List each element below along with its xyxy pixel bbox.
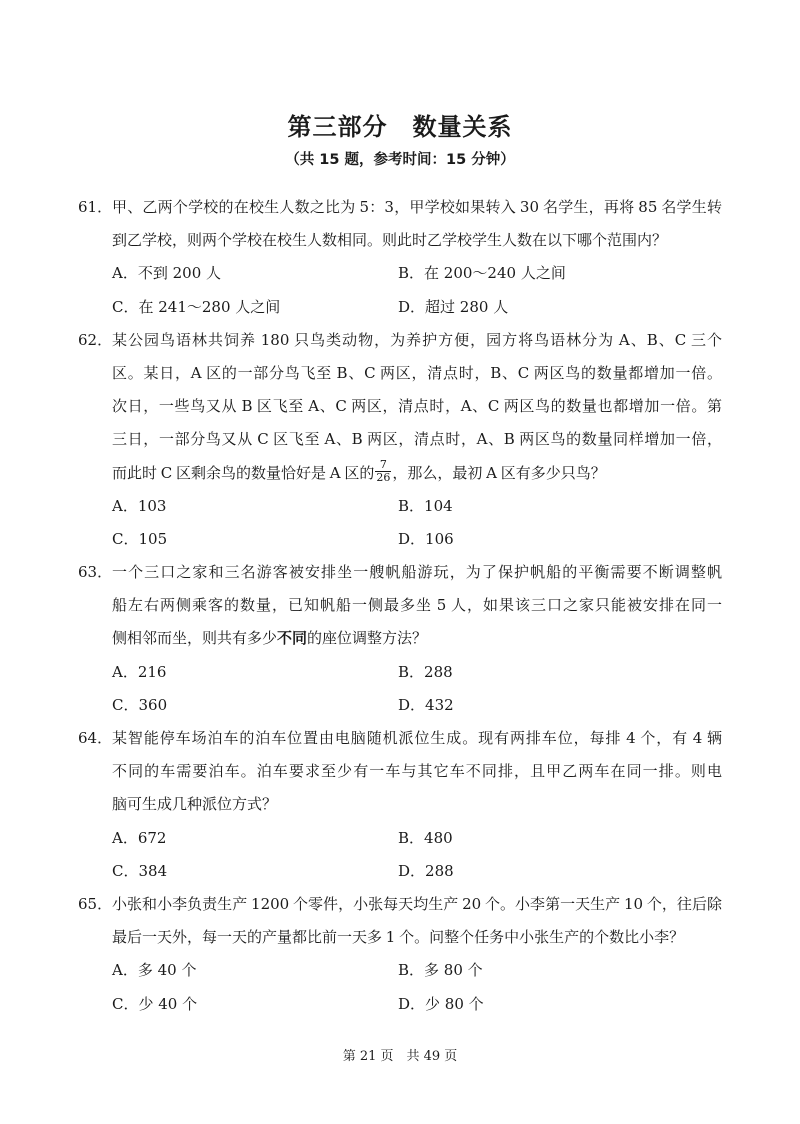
option-label: D． [398, 297, 426, 316]
text-after-emphasis: 的座位调整方法？ [307, 629, 428, 648]
question-number: 61． [78, 198, 113, 216]
option-label: D． [398, 994, 426, 1013]
question-number: 64． [78, 729, 113, 747]
option-text: 多 40 个 [137, 961, 197, 980]
option-d [398, 988, 484, 1021]
option-text: 480 [424, 828, 453, 847]
question-line [0, 788, 800, 821]
option-b [398, 822, 453, 855]
options-row [0, 988, 800, 1021]
option-text: 672 [137, 828, 167, 847]
question-text: 甲、乙两个学校的在校生人数之比为 5：3，甲学校如果转入 30 名学生，再将 85 名学生转 [112, 198, 722, 216]
option-label: A． [112, 961, 138, 980]
option-b [398, 490, 453, 523]
question-61 [0, 191, 800, 324]
question-text: 某公园鸟语林共饲养 180 只鸟类动物，为养护方便，园方将鸟语林分为 A、B、C 三个 [112, 330, 722, 349]
options-row [0, 855, 800, 888]
question-number: 63． [78, 563, 113, 582]
options-row [0, 490, 800, 523]
option-label: C． [112, 297, 139, 316]
question-line [0, 888, 800, 921]
option-label: A． [112, 662, 138, 681]
option-c [112, 988, 197, 1021]
options-row [0, 257, 800, 290]
option-label: D． [398, 861, 426, 880]
option-b [398, 257, 566, 290]
question-number: 62． [78, 330, 113, 349]
option-c [112, 291, 280, 324]
option-text: 384 [138, 861, 168, 880]
option-text: 少 80 个 [425, 994, 484, 1013]
option-a [112, 954, 196, 987]
question-line [0, 722, 800, 755]
question-text: 区。某日，A 区的一部分鸟飞至 B、C 两区，清点时，B、C 两区鸟的数量都增加一倍。 [112, 363, 722, 382]
option-label: B． [398, 662, 425, 681]
question-63 [0, 556, 800, 722]
option-text: 104 [424, 496, 453, 515]
text-before-emphasis: 侧相邻而坐，则共有多少 [112, 629, 278, 648]
question-line [0, 390, 800, 423]
question-line [0, 324, 800, 357]
option-d [398, 855, 454, 888]
option-label: A． [112, 496, 138, 515]
option-text: 106 [425, 529, 454, 548]
question-list [0, 191, 800, 1021]
question-line [0, 457, 800, 490]
option-d [398, 689, 454, 722]
text-after-fraction: ，那么，最初 A 区有多少只鸟？ [392, 463, 606, 482]
emphasis-text: 不同 [277, 629, 308, 648]
question-line [0, 224, 800, 257]
option-c [112, 689, 167, 722]
question-62 [0, 324, 800, 556]
question-65 [0, 888, 800, 1021]
option-a [112, 822, 166, 855]
question-line [0, 357, 800, 390]
option-label: A． [112, 828, 138, 847]
options-row [0, 656, 800, 689]
option-a [112, 490, 166, 523]
option-text: 在 241～280 人之间 [138, 297, 281, 316]
options-row [0, 523, 800, 556]
option-label: C． [112, 529, 139, 548]
question-text: 船左右两侧乘客的数量，已知帆船一侧最多坐 5 人，如果该三口之家只能被安排在同一 [112, 596, 722, 615]
option-label: B． [398, 828, 425, 847]
question-line [0, 921, 800, 954]
option-label: B． [398, 264, 425, 283]
option-b [398, 954, 483, 987]
option-text: 105 [138, 529, 168, 548]
option-label: A． [112, 264, 138, 283]
option-label: C． [112, 994, 139, 1013]
options-row [0, 291, 800, 324]
options-row [0, 689, 800, 722]
question-text: 不同的车需要泊车。泊车要求至少有一车与其它车不同排，且甲乙两车在同一排。则电 [112, 762, 722, 781]
option-label: C． [112, 695, 139, 714]
question-text: 一个三口之家和三名游客被安排坐一艘帆船游玩，为了保护帆船的平衡需要不断调整帆 [112, 563, 722, 582]
option-text: 360 [138, 695, 168, 714]
option-text: 216 [137, 662, 167, 681]
option-text: 多 80 个 [424, 961, 483, 980]
option-c [112, 523, 167, 556]
option-text: 不到 200 人 [137, 264, 222, 283]
option-label: D． [398, 529, 426, 548]
option-d [398, 523, 454, 556]
option-label: B． [398, 496, 425, 515]
option-text: 103 [137, 496, 167, 515]
option-label: C． [112, 861, 139, 880]
option-a [112, 656, 166, 689]
question-line [0, 755, 800, 788]
question-line [0, 589, 800, 622]
question-line [0, 423, 800, 456]
fraction-numerator: 7 [379, 458, 387, 471]
question-64 [0, 722, 800, 888]
question-text: 到乙学校，则两个学校在校生人数相同。则此时乙学校学生人数在以下哪个范围内？ [112, 231, 668, 250]
question-number: 65． [78, 894, 113, 913]
option-c [112, 855, 167, 888]
question-line [0, 622, 800, 655]
options-row [0, 954, 800, 987]
option-label: D． [398, 695, 426, 714]
option-b [398, 656, 453, 689]
page-footer: 第 21 页 共 49 页 [342, 1049, 458, 1064]
option-text: 432 [425, 695, 454, 714]
section-subtitle: （共 15 题，参考时间：15 分钟） [285, 152, 515, 168]
question-line [0, 556, 800, 589]
option-d [398, 291, 508, 324]
option-a [112, 257, 221, 290]
option-label: B． [398, 961, 425, 980]
options-row [0, 822, 800, 855]
question-text [112, 622, 722, 655]
option-text: 超过 280 人 [425, 297, 509, 316]
text-before-fraction: 而此时 C 区剩余鸟的数量恰好是 A 区的 [112, 463, 375, 482]
question-text: 某智能停车场泊车的泊车位置由电脑随机派位生成。现有两排车位，每排 4 个，有 4 辆 [112, 729, 722, 747]
question-text: 脑可生成几种派位方式？ [112, 795, 278, 814]
question-line [0, 191, 800, 224]
section-title: 第三部分 数量关系 [287, 113, 513, 141]
option-text: 288 [424, 662, 453, 681]
question-text: 小张和小李负责生产 1200 个零件，小张每天均生产 20 个。小李第一天生产 10 个，往后除 [112, 894, 722, 913]
option-text: 在 200～240 人之间 [424, 264, 566, 283]
question-text: 次日，一些鸟又从 B 区飞至 A、C 两区，清点时，A、C 两区鸟的数量也都增加一倍。第 [112, 397, 722, 416]
question-text: 三日，一部分鸟又从 C 区飞至 A、B 两区，清点时，A、B 两区鸟的数量同样增加一倍， [112, 430, 722, 449]
option-text: 288 [425, 861, 454, 880]
fraction [375, 459, 391, 484]
question-text: 最后一天外，每一天的产量都比前一天多 1 个。问整个任务中小张生产的个数比小李？ [112, 928, 685, 947]
fraction-denominator: 26 [376, 471, 391, 484]
question-text [112, 457, 722, 490]
option-text: 少 40 个 [138, 994, 198, 1013]
